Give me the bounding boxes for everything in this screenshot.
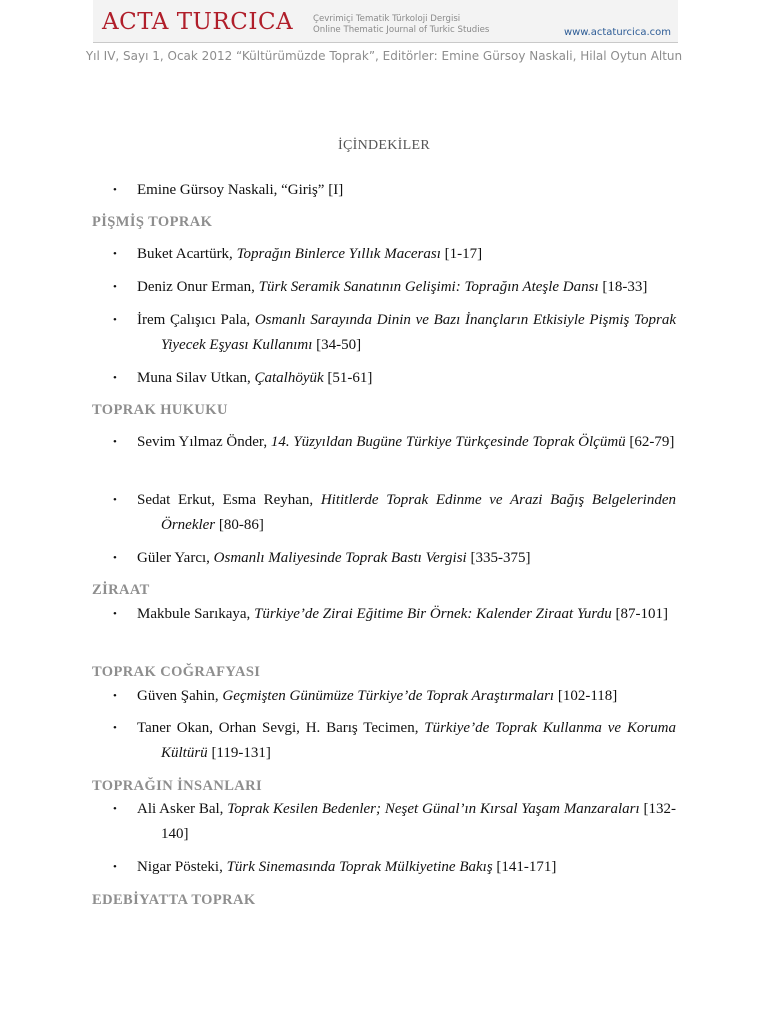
entry-pages: [I] <box>324 182 344 198</box>
bullet-icon: • <box>113 372 117 384</box>
issue-info-line: Yıl IV, Sayı 1, Ocak 2012 “Kültürümüzde Toprak”, Editörler: Emine Gürsoy Naskali, Hilal Oytun Altun <box>85 49 683 63</box>
entry-author: Güler Yarcı, <box>137 550 214 566</box>
toc-entry <box>113 855 676 880</box>
entry-text <box>137 242 676 267</box>
section-heading: EDEBİYATTA TOPRAK <box>92 892 256 908</box>
entry-pages: [102-118] <box>554 688 618 704</box>
section-heading: PİŞMİŞ TOPRAK <box>92 214 213 230</box>
entry-pages: [18-33] <box>598 279 648 295</box>
entry-author: Sevim Yılmaz Önder, <box>137 434 271 450</box>
entry-title: Osmanlı Maliyesinde Toprak Bastı Vergisi <box>213 550 467 566</box>
entry-pages: [119-131] <box>207 745 271 761</box>
toc-entry <box>113 684 676 709</box>
entry-author: Taner Okan, Orhan Sevgi, H. Barış Tecimen, <box>137 720 425 736</box>
entry-pages: [87-101] <box>611 606 668 622</box>
toc-heading: İÇİNDEKİLER <box>338 138 430 153</box>
entry-author: Ali Asker Bal, <box>137 801 228 817</box>
entry-title: “Giriş” <box>281 182 325 198</box>
entry-pages: [34-50] <box>312 337 362 353</box>
entry-author: Deniz Onur Erman, <box>137 279 259 295</box>
toc-entry <box>113 242 676 267</box>
entry-pages: [141-171] <box>492 859 557 875</box>
entry-text <box>137 797 676 847</box>
entry-title: Çatalhöyük <box>254 370 324 386</box>
entry-text <box>137 684 676 709</box>
toc-entry <box>113 602 676 627</box>
toc-entry <box>113 716 676 766</box>
entry-text <box>137 275 676 300</box>
journal-logo: ACTA TURCICA <box>102 9 294 35</box>
section-heading: TOPRAĞIN İNSANLARI <box>92 778 263 794</box>
entry-title: Toprak Kesilen Bedenler; Neşet Günal’ın Kırsal Yaşam Manzaraları <box>227 801 640 817</box>
entry-author: Buket Acartürk, <box>137 246 237 262</box>
entry-pages: [51-61] <box>323 370 373 386</box>
toc-entry <box>113 308 676 358</box>
entry-text <box>137 488 676 538</box>
tagline-turkish: Çevrimiçi Tematik Türkoloji Dergisi <box>313 14 461 24</box>
toc-entry <box>113 366 676 391</box>
journal-header-banner <box>93 0 678 43</box>
section-heading: TOPRAK HUKUKU <box>92 402 228 418</box>
entry-text <box>137 366 676 391</box>
bullet-icon: • <box>113 803 117 815</box>
toc-entry <box>113 797 676 847</box>
entry-title: Türkiye’de Toprak Kullanma ve Koruma Kültürü <box>161 720 676 761</box>
toc-entry <box>113 488 676 538</box>
bullet-icon: • <box>113 436 117 448</box>
entry-pages: [62-79] <box>625 434 675 450</box>
toc-entry <box>113 275 676 300</box>
bullet-icon: • <box>113 248 117 260</box>
entry-title: Osmanlı Sarayında Dinin ve Bazı İnançların Etkisiyle Pişmiş Toprak Yiyecek Eşyası Kullanımı <box>161 312 677 353</box>
entry-text <box>137 430 676 455</box>
entry-title: 14. Yüzyıldan Bugüne Türkiye Türkçesinde Toprak Ölçümü <box>270 434 626 450</box>
bullet-icon: • <box>113 494 117 506</box>
entry-author: Muna Silav Utkan, <box>137 370 255 386</box>
tagline-english: Online Thematic Journal of Turkic Studies <box>313 25 490 35</box>
entry-author: Güven Şahin, <box>137 688 223 704</box>
bullet-icon: • <box>113 314 117 326</box>
entry-pages: [1-17] <box>440 246 483 262</box>
entry-title: Hititlerde Toprak Edinme ve Arazi Bağış Belgelerinden Örnekler <box>161 492 677 533</box>
bullet-icon: • <box>113 861 117 873</box>
entry-pages: [335-375] <box>466 550 531 566</box>
entry-author: İrem Çalışıcı Pala, <box>137 312 255 328</box>
entry-author: Makbule Sarıkaya, <box>137 606 255 622</box>
entry-text <box>137 308 676 358</box>
toc-entry <box>113 546 676 571</box>
bullet-icon: • <box>113 552 117 564</box>
entry-text <box>137 546 676 571</box>
entry-pages: [132-140] <box>161 801 676 842</box>
section-heading: ZİRAAT <box>92 582 150 598</box>
entry-text <box>137 178 676 203</box>
entry-title: Türk Seramik Sanatının Gelişimi: Toprağın Ateşle Dansı <box>258 279 599 295</box>
bullet-icon: • <box>113 608 117 620</box>
bullet-icon: • <box>113 690 117 702</box>
entry-text <box>137 716 676 766</box>
toc-entry <box>113 178 676 203</box>
entry-text <box>137 602 676 627</box>
entry-title: Toprağın Binlerce Yıllık Macerası <box>236 246 441 262</box>
entry-title: Türkiye’de Zirai Eğitime Bir Örnek: Kalender Ziraat Yurdu <box>254 606 612 622</box>
bullet-icon: • <box>113 184 117 196</box>
website-link[interactable]: www.actaturcica.com <box>563 27 671 38</box>
bullet-icon: • <box>113 722 117 734</box>
entry-title: Geçmişten Günümüze Türkiye’de Toprak Araştırmaları <box>222 688 555 704</box>
entry-author: Nigar Pösteki, <box>137 859 227 875</box>
entry-text <box>137 855 676 880</box>
entry-author: Emine Gürsoy Naskali, <box>137 182 282 198</box>
bullet-icon: • <box>113 281 117 293</box>
entry-title: Türk Sinemasında Toprak Mülkiyetine Bakış <box>226 859 493 875</box>
section-heading: TOPRAK COĞRAFYASI <box>92 664 261 680</box>
toc-entry <box>113 430 676 455</box>
entry-author: Sedat Erkut, Esma Reyhan, <box>137 492 321 508</box>
entry-pages: [80-86] <box>215 517 264 533</box>
